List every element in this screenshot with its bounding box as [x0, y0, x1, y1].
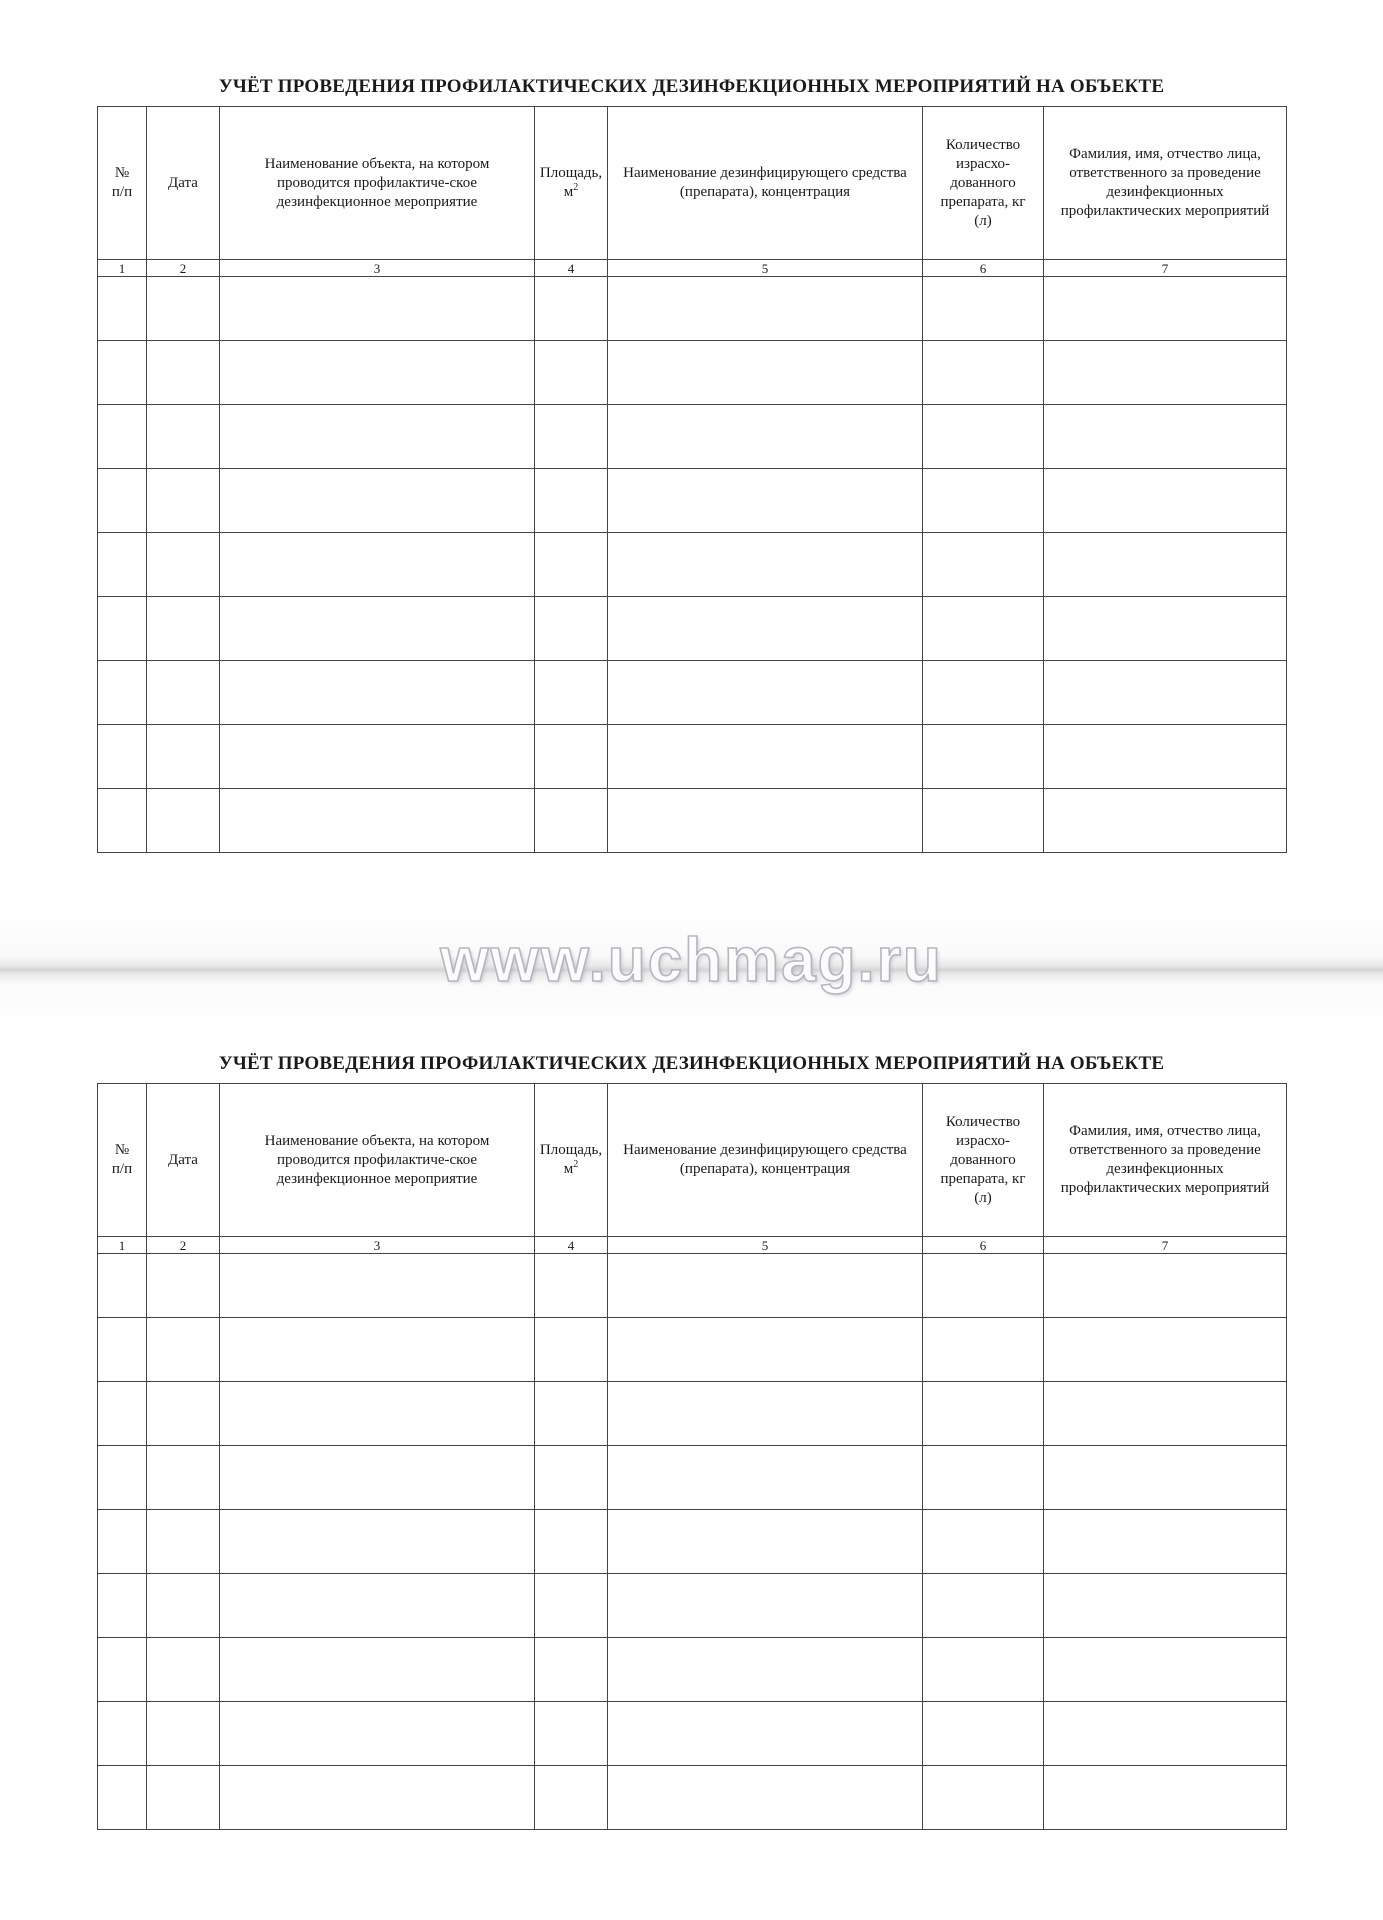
header-quantity: Количество израсхо-дованного препарата, кг (л): [923, 1084, 1044, 1237]
header-disinfectant: Наименование дезинфицирующего средства (препарата), концентрация: [608, 1084, 923, 1237]
header-number: № п/п: [98, 107, 147, 260]
column-number: 4: [535, 1237, 608, 1254]
header-number: № п/п: [98, 1084, 147, 1237]
table-row: [98, 597, 1287, 661]
column-number: 7: [1044, 1237, 1287, 1254]
header-area-unit: $м^2$: [563, 182, 579, 200]
column-number: 5: [608, 1237, 923, 1254]
column-number: 2: [147, 1237, 220, 1254]
table-row: [98, 1766, 1287, 1830]
column-number: 6: [923, 260, 1044, 277]
header-responsible-person: Фамилия, имя, отчество лица, ответственного за проведение дезинфекционных профилактических мероприятий: [1044, 1084, 1287, 1237]
table-row: [98, 725, 1287, 789]
column-number: 2: [147, 260, 220, 277]
watermark: www.uchmag.ru: [440, 926, 943, 995]
form-title: УЧЁТ ПРОВЕДЕНИЯ ПРОФИЛАКТИЧЕСКИХ ДЕЗИНФЕКЦИОННЫХ МЕРОПРИЯТИЙ НА ОБЪЕКТЕ: [218, 1053, 1165, 1074]
header-disinfectant: Наименование дезинфицирующего средства (препарата), концентрация: [608, 107, 923, 260]
table-row: [98, 341, 1287, 405]
header-responsible-person: Фамилия, имя, отчество лица, ответственного за проведение дезинфекционных профилактических мероприятий: [1044, 107, 1287, 260]
header-area-label: Площадь,: [539, 165, 603, 181]
header-area: [535, 1084, 608, 1237]
header-object-name: Наименование объекта, на котором проводится профилактиче-ское дезинфекционное мероприятие: [220, 1084, 535, 1237]
header-area-unit: $м^2$: [563, 1159, 579, 1177]
table-row: [98, 1574, 1287, 1638]
column-number: 7: [1044, 260, 1287, 277]
disinfection-log-table: [97, 106, 1287, 853]
header-date: Дата: [147, 1084, 220, 1237]
table-row: [98, 277, 1287, 341]
header-area-label: Площадь,: [539, 1142, 603, 1158]
header-quantity: Количество израсхо-дованного препарата, кг (л): [923, 107, 1044, 260]
column-number: 6: [923, 1237, 1044, 1254]
table-row: [98, 1318, 1287, 1382]
top-form: [97, 72, 1286, 853]
header-row: [98, 1084, 1287, 1237]
table-row: [98, 469, 1287, 533]
table-row: [98, 405, 1287, 469]
column-number: 1: [98, 1237, 147, 1254]
table-row: [98, 1638, 1287, 1702]
bottom-form: [97, 1049, 1286, 1830]
header-object-name: Наименование объекта, на котором проводится профилактиче-ское дезинфекционное мероприятие: [220, 107, 535, 260]
table-row: [98, 1510, 1287, 1574]
column-numbers-row: [98, 1237, 1287, 1254]
column-number: 5: [608, 260, 923, 277]
column-number: 3: [220, 260, 535, 277]
column-numbers-row: [98, 260, 1287, 277]
table-row: [98, 533, 1287, 597]
disinfection-log-table: [97, 1083, 1287, 1830]
table-row: [98, 1382, 1287, 1446]
column-number: 4: [535, 260, 608, 277]
header-date: Дата: [147, 107, 220, 260]
table-row: [98, 789, 1287, 853]
table-row: [98, 1702, 1287, 1766]
column-number: 1: [98, 260, 147, 277]
header-row: [98, 107, 1287, 260]
column-number: 3: [220, 1237, 535, 1254]
table-row: [98, 1254, 1287, 1318]
table-row: [98, 1446, 1287, 1510]
table-row: [98, 661, 1287, 725]
form-title: УЧЁТ ПРОВЕДЕНИЯ ПРОФИЛАКТИЧЕСКИХ ДЕЗИНФЕКЦИОННЫХ МЕРОПРИЯТИЙ НА ОБЪЕКТЕ: [218, 76, 1165, 97]
header-area: [535, 107, 608, 260]
